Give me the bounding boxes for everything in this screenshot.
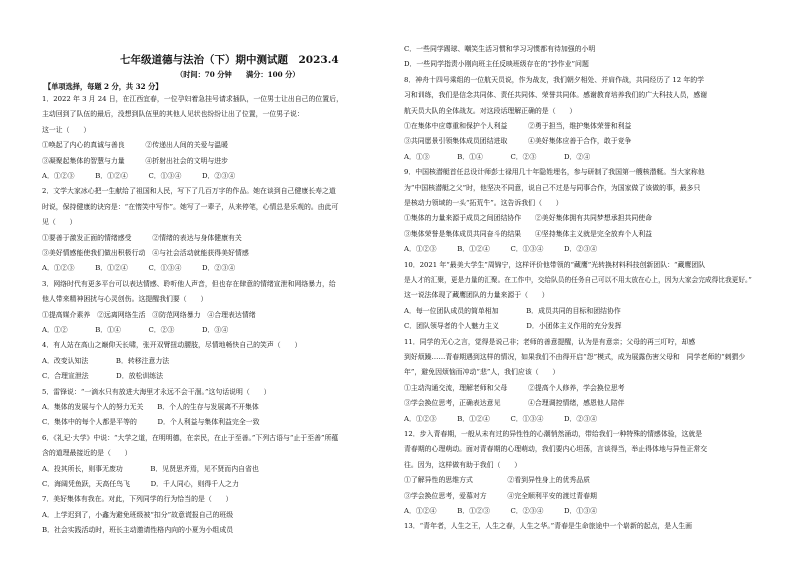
question-line: ①主动沟通交流，理解老师和父母 ②提高个人修养，学会换位思考 <box>404 383 625 392</box>
question-line: ③学会换位思考，爱慕对方 ④完全顺利平安的渡过青春期 <box>404 491 597 500</box>
section-heading: 【单项选择，每题 2 分，共 32 分】 <box>44 82 163 91</box>
question-line: A．①② B．①④ C．②③ D．③④ <box>42 326 229 334</box>
question-line: ③集体荣誉是集体成员共同奋斗的结果 ④坚持集体主义就是完全放弃个人利益 <box>404 229 653 238</box>
question-line: 11．同学的无心之言，觉得是说己非；老师的善意提醒，认为是有意亲；父母的再三叮咛，却感 <box>404 337 696 346</box>
question-line: ③共同愿景引领集体成员团结进取 ④美好集体应善于合作，敢于竞争 <box>404 137 632 146</box>
question-line: 往。因为，这样做有助于我们（ ） <box>404 460 522 469</box>
question-line: ①了解异性的思维方式 ②看到异性身上的优秀品质 <box>404 476 591 485</box>
question-line: ③凝聚起集体的智慧与力量 ④折射出社会的文明与进步 <box>42 156 229 165</box>
question-line: ①要善于激发正面的情绪感受 ②情绪的表达与身体健康有关 <box>42 233 242 242</box>
question-line: 到好烦躁……青春期遇到这样的情况，如果我们不由得开启“怨”模式，成为展露伤害父母和 同学老师的“刺猬少 <box>404 353 746 361</box>
question-line: ①唤起了内心的真诚与善良 ②传递出人间的关爱与温暖 <box>42 141 229 150</box>
question-line: C．团队领导者的个人魅力主义 D．小团体主义作用的充分发挥 <box>404 322 622 331</box>
question-line: 10．2021 年“最美大学生”周锦宁，这样评价他带领的“藏鹰”光转换材料科技创新团队：“藏鹰团队 <box>404 260 706 269</box>
question-line: 见（ ） <box>42 218 77 227</box>
question-line: A．①②③ B．①②④ C．①③④ D．②③④ <box>42 264 236 273</box>
question-line: 他人带来精神困扰与心灵创伤。这提醒我们要（ ） <box>42 295 208 304</box>
question-line: 1．2022 年 3 月 24 日，在江西宜春，一位孕妇着急挂号请求插队，一位男士让出自己的位置后， <box>42 95 343 103</box>
question-line: 青春期的心理萌动。面对青春期的心理萌动，我们要内心坦荡，言谈得当，举止得体地与异性正常交 <box>404 445 708 454</box>
question-line: 7．美好集体有我在。对此，下列同学的行为恰当的是（ ） <box>42 495 233 504</box>
question-line: 航天员大队的全体战友。对这段话理解正确的是（ ） <box>404 106 577 115</box>
question-line: A．①②③ B．①②④ C．①③④ D．②③④ <box>404 414 598 423</box>
question-line: A．每一位团队成员的简单相加 B．成员共同的目标和团结协作 <box>404 306 621 315</box>
question-line: A．集体的发展与个人的努力无关 B．个人的生存与发展离不开集体 <box>42 403 259 411</box>
question-line: D．一些同学指责小刚向班主任反映班级存在的“抄作业”问题 <box>404 60 589 69</box>
question-line: 3．网络时代有更多平台可以表达情感、聆听他人声音，但也存在肆意的情绪宣泄和网络暴力，给 <box>42 279 336 288</box>
question-line: 12．步入青春期，一般从未有过的异性性的心潮悄然涌动，带给我们一种特殊的情感体验，这就是 <box>404 430 703 438</box>
question-line: ③学会换位思考，正确表达意见 ④合理调控情绪，感恩他人陪伴 <box>404 399 625 408</box>
question-line: 这一让（ ） <box>42 125 91 134</box>
question-line: A．投其所长，则事无废功 B．见贤思齐焉，见不贤而内自省也 <box>42 464 259 473</box>
page-title: 七年级道德与法治（下）期中测试题 2023.4 <box>120 54 339 66</box>
question-line: 时说，保持健康的诀窍是：“在惰笑中写作”。她写了一辈子，从来停笔，心情总是乐观的。由此可 <box>42 202 339 211</box>
question-line: 13．“青年者，人生之王，人生之春，人生之华。”青春是生命旅途中一个崭新的起点，是人生画 <box>404 522 692 531</box>
question-line: ①在集体中应尊重和保护个人利益 ②勇于担当，维护集体荣誉和利益 <box>404 122 632 130</box>
question-line: A．改变认知法 B．转移注意力法 <box>42 356 170 365</box>
question-line: B．社会实践活动时，班长主动邀请性格内向的小夏为小组成员 <box>42 526 234 535</box>
question-line: ①提高媒介素养 ②远离网络生活 ③防范网络暴力 ④合理表达情绪 <box>42 310 256 319</box>
question-line: A．上学迟到了，小鑫为避免班级被“扣分”故意谎报自己的班级 <box>42 510 234 519</box>
question-line: 2．文学大家冰心把一生献给了祖国和人民，写下了几百万字的作品。她在谈到自己健康长寿之道 <box>42 187 336 196</box>
question-line: 含的道理最接近的是（ ） <box>42 449 132 458</box>
question-line: 是人才的汇聚，更是力量的汇聚。在工作中，交给队员的任务自己可以不用太放在心上，因为大家会完成得比我更好。” <box>404 276 752 284</box>
question-line: ③美好情感能使我们做出积极行动 ④与社会活动就能获得美好情感 <box>42 249 249 257</box>
question-line: 5．雷锋说：“一滴水只有放进大海里才永远不会干涸。”这句话说明（ ） <box>42 387 271 396</box>
question-line: 8．神舟十四号乘组的一位航天员说，作为战友，我们朝夕相处、并肩作战，共同经历了 12 年的学 <box>404 75 705 84</box>
question-line: 6．《礼记·大学》中说：“大学之道，在明明德，在亲民，在止于至善。”下列古语与“止于至善”所蕴 <box>42 433 339 442</box>
question-line: 4．有人站在高山之巅仰天长啸，张开双臂扭动腰肢，尽情地畅快自己的笑声（ ） <box>42 341 302 350</box>
question-line: C．海阔凭鱼跃，天高任鸟飞 D．千人同心，则得千人之力 <box>42 480 239 488</box>
question-line: A．①②③ B．①②④ C．①③④ D．②③④ <box>42 172 236 180</box>
question-line: A．①③ B．①④ C．②③ D．②④ <box>404 152 591 161</box>
question-line: 主动回到了队伍的最后，没想到队伍里的其他人见状也纷纷让出了位置，一位男子说： <box>42 110 304 119</box>
question-line: 为“中国核潜艇之父”时，他坚决不同意，说自己不过是与同事合作，为国家做了该做的事，最多只 <box>404 183 701 192</box>
exam-info: （时间：70 分钟 满分：100 分） <box>176 70 300 79</box>
question-line: C．集体中的每个人都是平等的 D．个人利益与集体利益完全一致 <box>42 418 260 427</box>
question-line: A．①②④ B．①②③ C．②③④ D．①③④ <box>404 507 598 515</box>
question-line: C．合理宣泄法 D．放松训练法 <box>42 372 164 381</box>
question-line: ①集体的力量来源于成员之间团结协作 ②美好集体拥有共同梦想承担共同使命 <box>404 214 653 223</box>
question-line: A．①②③ B．①②④ C．①③④ D．②③④ <box>404 245 598 254</box>
question-line: 是核动力领域的一头“拓荒牛”。这告诉我们（ ） <box>404 199 563 207</box>
question-line: C．一些同学踢球、嘲笑生活习惯和学习习惯都有待加强的小明 <box>404 45 596 53</box>
question-line: 年”，避免因烦恼而冲动“悲”人，我们应该（ ） <box>404 368 560 377</box>
question-line: 习和训练，我们是信念共同体、责任共同体、荣誉共同体。感谢教育培养我们的广大科技人员，感谢 <box>404 91 708 100</box>
question-line: 这一说法体现了藏鹰团队的力量来源于（ ） <box>404 291 549 300</box>
question-line: 9．中国核潜艇首任总设计师彭士禄用几十年隐姓埋名，参与研制了我国第一艘核潜艇。当大家称他 <box>404 168 705 177</box>
